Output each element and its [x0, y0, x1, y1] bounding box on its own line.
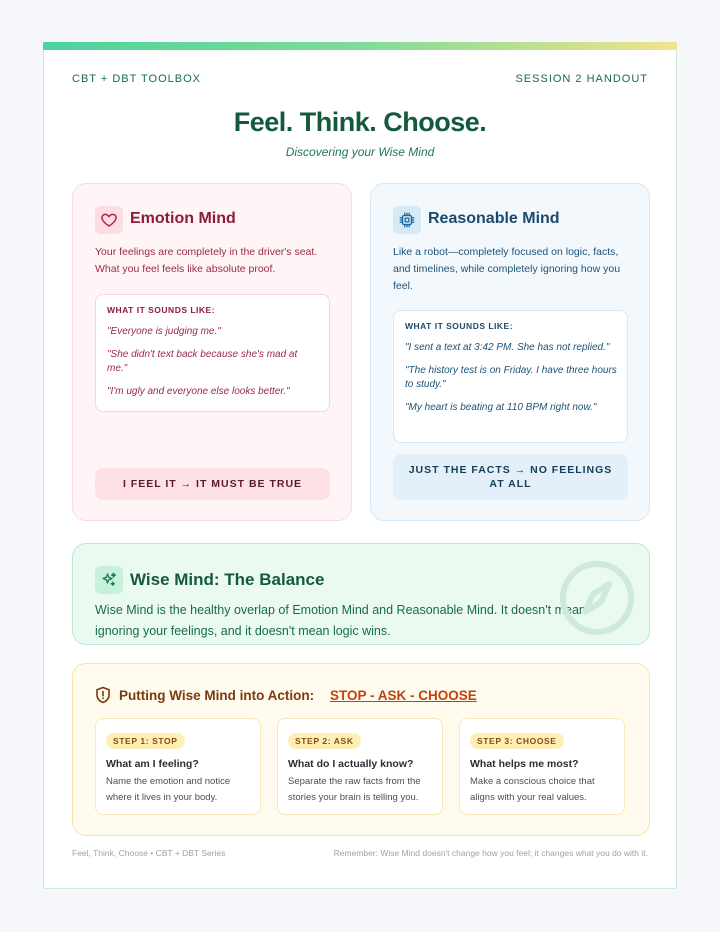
toolbox-label: CBT + DBT TOOLBOX: [72, 73, 201, 85]
step-question: What am I feeling?: [106, 758, 199, 770]
step-badge: STEP 1: STOP: [106, 733, 185, 749]
step-badge: STEP 3: CHOOSE: [470, 733, 564, 749]
quotes-label: WHAT IT SOUNDS LIKE:: [107, 305, 216, 315]
action-acronym: STOP - ASK - CHOOSE: [330, 688, 477, 703]
emotion-summary-pill: I FEEL IT → IT MUST BE TRUE: [95, 468, 330, 500]
step-description: Name the emotion and notice where it lives in your body.: [106, 776, 231, 803]
wise-mind-description: Wise Mind is the healthy overlap of Emotion Mind and Reasonable Mind. It doesn't mean ignoring your feelings, and it doesn't mean logic wins.: [95, 603, 586, 638]
reasonable-mind-title: Reasonable Mind: [428, 210, 560, 227]
sparkles-icon: [95, 566, 123, 594]
action-title: Putting Wise Mind into Action:: [119, 688, 315, 703]
emotion-mind-title: Emotion Mind: [130, 210, 236, 227]
session-label: SESSION 2 HANDOUT: [515, 73, 648, 85]
page-subtitle: Discovering your Wise Mind: [285, 145, 435, 159]
reasonable-summary-pill: JUST THE FACTS → NO FEELINGS AT ALL: [393, 454, 628, 500]
step-question: What do I actually know?: [288, 758, 414, 770]
emotion-quotes-box: [95, 294, 330, 412]
quote-item: "The history test is on Friday. I have three hours to study.": [405, 365, 617, 390]
wise-mind-card: [72, 543, 650, 645]
quotes-label: WHAT IT SOUNDS LIKE:: [405, 321, 514, 331]
step-question: What helps me most?: [470, 758, 579, 770]
step-card: [277, 718, 443, 815]
quote-item: "I sent a text at 3:42 PM. She has not replied.": [405, 342, 610, 353]
step-badge: STEP 2: ASK: [288, 733, 361, 749]
footer-series: Feel, Think, Choose • CBT + DBT Series: [72, 848, 226, 858]
step-description: Separate the raw facts from the stories your brain is telling you.: [288, 776, 421, 803]
quote-item: "Everyone is judging me.": [107, 326, 221, 337]
reasonable-quotes-box: [393, 310, 628, 443]
page-title: Feel. Think. Choose.: [233, 107, 487, 137]
wise-mind-title: Wise Mind: The Balance: [130, 570, 325, 589]
cpu-chip-icon: [393, 206, 421, 234]
handout-page: [43, 42, 677, 889]
accent-bar: [43, 42, 677, 50]
step-card: [459, 718, 625, 815]
emotion-mind-card: [72, 183, 352, 521]
quote-item: "My heart is beating at 110 BPM right now.": [405, 402, 597, 413]
quote-item: "I'm ugly and everyone else looks better.": [107, 386, 290, 397]
footer-reminder: Remember: Wise Mind doesn't change how you feel; it changes what you do with it.: [333, 848, 648, 858]
reasonable-mind-description: Like a robot—completely focused on logic, facts, and timelines, while completely ignoring how you feel.: [393, 246, 621, 292]
emotion-mind-description: Your feelings are completely in the driver's seat. What you feel feels like absolute proof.: [95, 246, 318, 275]
heart-icon: [95, 206, 123, 234]
shield-alert-icon: [95, 686, 111, 704]
reasonable-mind-card: [370, 183, 650, 521]
compass-icon: [557, 558, 637, 638]
step-description: Make a conscious choice that aligns with your real values.: [470, 776, 595, 803]
quote-item: "She didn't text back because she's mad at me.": [107, 349, 298, 374]
action-card: [72, 663, 650, 836]
step-card: [95, 718, 261, 815]
